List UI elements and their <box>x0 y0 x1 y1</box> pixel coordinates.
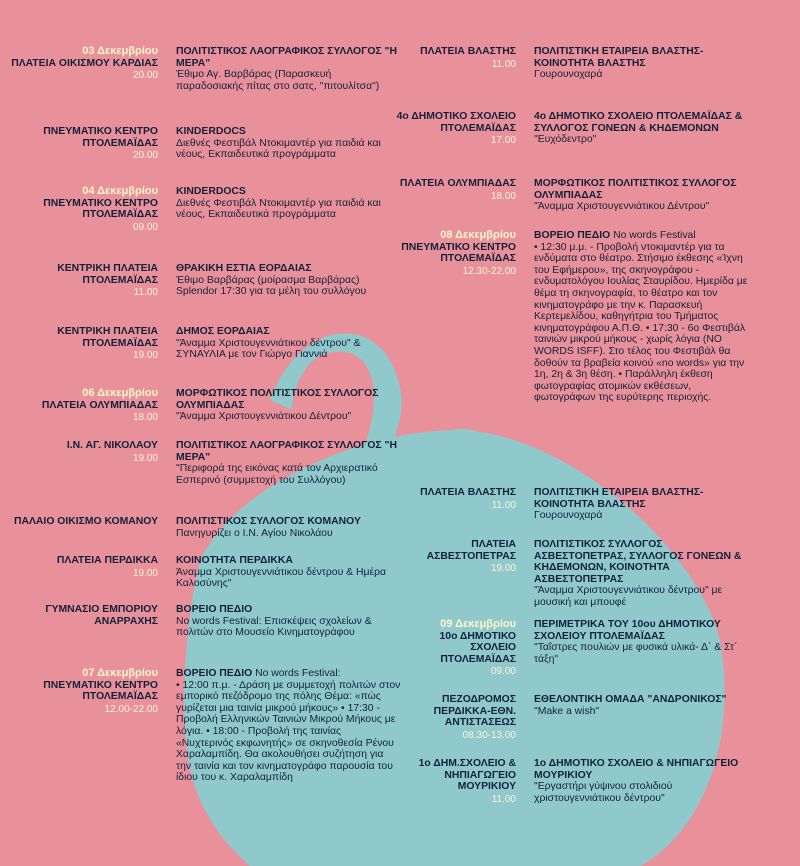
event-venue: ΠΛΑΤΕΙΑ ΒΛΑΣΤΗΣ <box>420 487 516 498</box>
event-18 <box>396 694 754 741</box>
event-organizer: ΠΟΛΙΤΙΣΤΙΚΗ ΕΤΑΙΡΕΙΑ ΒΛΑΣΤΗΣ- ΚΟΙΝΟΤΗΤΑ ΒΛΑΣΤΗΣ <box>534 46 704 69</box>
event-description: "Περιφορά της εικόνας κατά τον Αρχιερατικό Εσπερινό (συμμετοχή του Συλλόγου) <box>176 463 378 486</box>
event-venue: Ι.Ν. ΑΓ. ΝΙΚΟΛΑΟΥ <box>66 440 158 451</box>
event-venue: 1ο ΔΗΜ.ΣΧΟΛΕΙΟ & ΝΗΠΙΑΓΩΓΕΙΟ ΜΟΥΡΙΚΙΟΥ <box>418 758 516 793</box>
event-time: 08.30-13.00 <box>462 729 516 741</box>
event-date: 03 Δεκεμβρίου <box>82 45 158 57</box>
event-time: 11.00 <box>491 499 516 511</box>
event-venue: 10ο ΔΗΜΟΤΙΚΟ ΣΧΟΛΕΙΟ ΠΤΟΛΕΜΑΪΔΑΣ <box>439 630 516 665</box>
event-organizer <box>176 668 401 680</box>
event-description: "Ευχόδεντρο" <box>534 134 597 146</box>
event-time: 09.00 <box>132 221 158 233</box>
event-organizer: ΠΟΛΙΤΙΣΤΙΚΟΣ ΛΑΟΓΡΑΦΙΚΟΣ ΣΥΛΛΟΓΟΣ "Η ΜΕΡΑ" <box>176 46 397 69</box>
event-organizer: ΕΘΕΛΟΝΤΙΚΗ ΟΜΑΔΑ "ΑΝΔΡΟΝΙΚΟΣ" <box>534 694 727 705</box>
event-date: 09 Δεκεμβρίου <box>440 618 516 630</box>
event-2 <box>0 186 401 233</box>
event-19 <box>396 758 754 805</box>
event-organizer-name: ΒΟΡΕΙΟ ΠΕΔΙΟ <box>176 668 253 679</box>
event-venue: ΠΛΑΤΕΙΑ ΟΙΚΙΣΜΟΥ ΚΑΡΔΙΑΣ <box>11 57 158 69</box>
event-description: • 12:00 π.μ. - Δράση με συμμετοχή πολιτών στον εμπορικό πεζόδρομο της πόλης Θέμα: «πώς γυρίζεται μια ταινία μικρού μήκους» • 17:30 - Προβολή Ελληνικών Ταινιών Μικρού Μήκους με λόγια. • 18:00 - Προβολή της ταινίας «Νυχτερινός εκφωνητής» σε σκηνοθεσία Ρένου Χαραλαμπίδη. Θα ακολουθήσει συζήτηση για την ταινία και τον κινηματογράφο παρουσία του ίδιου του κ. Χαραλαμπίδη <box>176 679 401 784</box>
event-venue: ΠΝΕΥΜΑΤΙΚΟ ΚΕΝΤΡΟ ΠΤΟΛΕΜΑΪΔΑΣ <box>43 679 158 703</box>
event-organizer: ΠΕΡΙΜΕΤΡΙΚΑ ΤΟΥ 10ου ΔΗΜΟΤΙΚΟΥ ΣΧΟΛΕΙΟΥ ΠΤΟΛΕΜΑΪΔΑΣ <box>534 619 721 642</box>
event-organizer: ΜΟΡΦΩΤΙΚΟΣ ΠΟΛΙΤΙΣΤΙΚΟΣ ΣΥΛΛΟΓΟΣ ΟΛΥΜΠΙΑΔΑΣ <box>176 388 379 411</box>
event-10 <box>0 668 401 784</box>
event-description: "Εργαστήρι γύψινου στολιδιού χριστουγεννιάτικου δέντρου" <box>534 781 673 804</box>
event-organizer: ΔΗΜΟΣ ΕΟΡΔΑΙΑΣ <box>176 326 270 337</box>
event-4 <box>0 326 401 362</box>
event-organizer: KINDERDOCS <box>176 126 246 137</box>
event-description: Άναμμα Χριστουγεννιάτικου δέντρου & Ημέρα Καλοσύνης" <box>176 566 386 590</box>
event-venue: ΠΝΕΥΜΑΤΙΚΟ ΚΕΝΤΡΟ ΠΤΟΛΕΜΑΪΔΑΣ <box>43 126 158 149</box>
event-organizer: ΠΟΛΙΤΙΣΤΙΚΗ ΕΤΑΙΡΕΙΑ ΒΛΑΣΤΗΣ- ΚΟΙΝΟΤΗΤΑ ΒΛΑΣΤΗΣ <box>534 487 704 510</box>
event-venue: ΠΛΑΤΕΙΑ ΒΛΑΣΤΗΣ <box>420 46 516 57</box>
event-description: "Άναμμα Χριστουγεννιάτικου Δέντρου" <box>176 411 352 423</box>
event-organizer <box>534 230 754 242</box>
event-5 <box>0 388 401 424</box>
event-time: 12.00-22.00 <box>104 703 158 715</box>
event-description: "Άναμμα Χριστουγεννιάτικου Δέντρου" <box>534 201 710 213</box>
event-11 <box>396 46 754 81</box>
event-venue: ΠΑΛΑΙΟ ΟΙΚΙΣΜΟ ΚΟΜΑΝΟΥ <box>13 516 158 527</box>
event-description: Έθιμο Αγ. Βαρβάρας (Παρασκευή παραδοσιακής πίτας στο σατς, "πιτουλίτσα") <box>176 69 380 92</box>
event-description: Έθιμο Βαρβάρας (μοίρασμα Βαρβάρας) Splendor 17:30 για τα μέλη του συλλόγου <box>176 274 367 298</box>
event-venue: ΠΛΑΤΕΙΑ ΟΛΥΜΠΙΑΔΑΣ <box>41 399 158 411</box>
event-date: 08 Δεκεμβρίου <box>440 229 516 241</box>
event-date: 07 Δεκεμβρίου <box>82 667 158 679</box>
event-organizer: KINDERDOCS <box>176 186 246 197</box>
event-14 <box>396 230 754 404</box>
event-description: "Make a wish" <box>534 705 600 717</box>
event-organizer: ΠΟΛΙΤΙΣΤΙΚΟΣ ΛΑΟΓΡΑΦΙΚΟΣ ΣΥΛΛΟΓΟΣ "Η ΜΕΡΑ" <box>176 440 397 463</box>
event-description: Γουρουνοχαρά <box>534 69 603 81</box>
event-description: Πανηγυρίζει ο Ι.Ν. Αγίου Νικολάου <box>176 527 333 539</box>
event-organizer: ΠΟΛΙΤΙΣΤΙΚΟΣ ΣΥΛΛΟΓΟΣ ΚΟΜΑΝΟΥ <box>176 516 361 527</box>
event-16 <box>396 539 754 609</box>
event-time: 11.00 <box>491 793 516 805</box>
event-organizer: ΘΡΑΚΙΚΗ ΕΣΤΙΑ ΕΟΡΔΑΙΑΣ <box>176 263 312 274</box>
event-time: 19.00 <box>132 452 158 464</box>
event-time: 11.00 <box>491 58 516 70</box>
event-time: 20.00 <box>132 70 158 82</box>
event-description: Διεθνές Φεστιβάλ Ντοκιμαντέρ για παιδιά και νέους, Εκπαιδευτικά προγράμματα <box>176 197 381 221</box>
event-venue: ΠΛΑΤΕΙΑ ΑΣΒΕΣΤΟΠΕΤΡΑΣ <box>426 539 516 562</box>
event-organizer: ΚΟΙΝΟΤΗΤΑ ΠΕΡΔΙΚΚΑ <box>176 555 293 566</box>
event-organizer-name: ΒΟΡΕΙΟ ΠΕΔΙΟ <box>534 230 611 241</box>
event-organizer-subtitle: No words Festival <box>610 230 696 241</box>
event-3 <box>0 263 401 299</box>
event-date: 06 Δεκεμβρίου <box>82 387 158 399</box>
event-15 <box>396 487 754 522</box>
event-venue: ΠΝΕΥΜΑΤΙΚΟ ΚΕΝΤΡΟ ΠΤΟΛΕΜΑΪΔΑΣ <box>401 241 516 265</box>
event-date: 04 Δεκεμβρίου <box>82 185 158 197</box>
event-venue: ΠΕΖΟΔΡΟΜΟΣ ΠΕΡΔΙΚΚΑ-ΕΘΝ. ΑΝΤΙΣΤΑΣΕΩΣ <box>433 694 516 729</box>
event-time: 18.00 <box>490 190 516 202</box>
event-17 <box>396 619 754 678</box>
event-organizer: 1ο ΔΗΜΟΤΙΚΟ ΣΧΟΛΕΙΟ & ΝΗΠΙΑΓΩΓΕΙΟ ΜΟΥΡΙΚΙΟΥ <box>534 758 739 781</box>
event-description: "Ταΐστρες πουλιών με φυσικά υλικά- Δ΄ & Στ΄ τάξη" <box>534 642 738 665</box>
event-venue: ΚΕΝΤΡΙΚΗ ΠΛΑΤΕΙΑ ΠΤΟΛΕΜΑΪΔΑΣ <box>57 326 158 349</box>
event-time: 19.00 <box>132 350 158 362</box>
event-description: "Άναμμα Χριστουγεννιάτικου δέντρου" με μουσική και μπουφέ <box>534 585 723 608</box>
event-organizer: ΠΟΛΙΤΙΣΤΙΚΟΣ ΣΥΛΛΟΓΟΣ ΑΣΒΕΣΤΟΠΕΤΡΑΣ, ΣΥΛΛΟΓΟΣ ΓΟΝΕΩΝ & ΚΗΔΕΜΟΝΩΝ, ΚΟΙΝΟΤΗΤΑ ΑΣΒΕΣΤΟΠΕΤΡΑΣ <box>534 539 742 585</box>
event-organizer: 4ο ΔΗΜΟΤΙΚΟ ΣΧΟΛΕΙΟ ΠΤΟΛΕΜΑΪΔΑΣ & ΣΥΛΛΟΓΟΣ ΓΟΝΕΩΝ & ΚΗΔΕΜΟΝΩΝ <box>534 111 743 134</box>
event-description: Διεθνές Φεστιβάλ Ντοκιμαντέρ για παιδιά και νέους, Εκπαιδευτικά προγράμματα <box>176 137 381 161</box>
event-description: No words Festival: Επισκέψεις σχολείων & πολιτών στο Μουσείο Κινηματογράφου <box>176 615 372 639</box>
event-1 <box>0 126 401 162</box>
event-0 <box>0 46 401 92</box>
event-venue: ΠΛΑΤΕΙΑ ΟΛΥΜΠΙΑΔΑΣ <box>399 178 516 189</box>
event-venue: 4ο ΔΗΜΟΤΙΚΟ ΣΧΟΛΕΙΟ ΠΤΟΛΕΜΑΪΔΑΣ <box>396 111 516 134</box>
event-description: "Άναμμα Χριστουγεννιάτικου δέντρου" & ΣΥΝΑΥΛΙΑ με τον Γιώργο Γιαννιά <box>176 337 361 361</box>
event-8 <box>0 555 401 590</box>
event-time: 12.30-22.00 <box>462 265 516 277</box>
event-organizer: ΜΟΡΦΩΤΙΚΟΣ ΠΟΛΙΤΙΣΤΙΚΟΣ ΣΥΛΛΟΓΟΣ ΟΛΥΜΠΙΑΔΑΣ <box>534 178 737 201</box>
event-12 <box>396 111 754 147</box>
event-9 <box>0 604 401 639</box>
event-time: 19.00 <box>132 567 158 579</box>
event-organizer: ΒΟΡΕΙΟ ΠΕΔΙΟ <box>176 604 253 615</box>
event-venue: ΠΝΕΥΜΑΤΙΚΟ ΚΕΝΤΡΟ ΠΤΟΛΕΜΑΪΔΑΣ <box>43 197 158 221</box>
event-description: Γουρουνοχαρά <box>534 510 603 522</box>
event-time: 19.00 <box>490 563 516 575</box>
event-13 <box>396 178 754 213</box>
event-time: 11.00 <box>133 287 158 299</box>
event-7 <box>0 516 401 539</box>
event-time: 20.00 <box>132 150 158 162</box>
event-time: 18.00 <box>132 412 158 424</box>
event-description: • 12:30 μ.μ. - Προβολή ντοκιμαντέρ για τα ενδύματα στο θέατρο. Στήσιμο έκθεσης «Ίχνη του Εφήμερου», της σκηνογράφου - ενδυματολόγου Ιουλίας Σταυρίδου. Ημερίδα με θέμα τη σκηνογραφία, το θέατρο και τον κινηματογράφο με την κ. Παρασκευή Κερτεμελίδου, καθηγήτρια του Τμήματος κινηματογράφου Α.Π.Θ. • 17:30 - 6ο Φεστιβάλ ταινιών μικρού μήκους - χωρίς λόγια (NO WORDS ISFF). Στο τέλος του Φεστιβάλ θα δοθούν τα βραβεία κοινού «no words» για την 1η, 2η & 3η θέση. • Παράλληλη έκθεση φωτογραφίας ατομικών εκθέσεων, φωτογράφων της ευρύτερης περιοχής. <box>534 241 748 404</box>
event-time: 09.00 <box>490 666 516 678</box>
event-venue: ΚΕΝΤΡΙΚΗ ΠΛΑΤΕΙΑ ΠΤΟΛΕΜΑΪΔΑΣ <box>57 263 158 286</box>
event-organizer-subtitle: No words Festival: <box>252 668 341 679</box>
event-venue: ΠΛΑΤΕΙΑ ΠΕΡΔΙΚΚΑ <box>56 555 158 566</box>
event-6 <box>0 440 401 486</box>
event-venue: ΓΥΜΝΑΣΙΟ ΕΜΠΟΡΙΟΥ ΑΝΑΡΡΑΧΗΣ <box>45 604 158 627</box>
event-time: 17.00 <box>490 135 516 147</box>
